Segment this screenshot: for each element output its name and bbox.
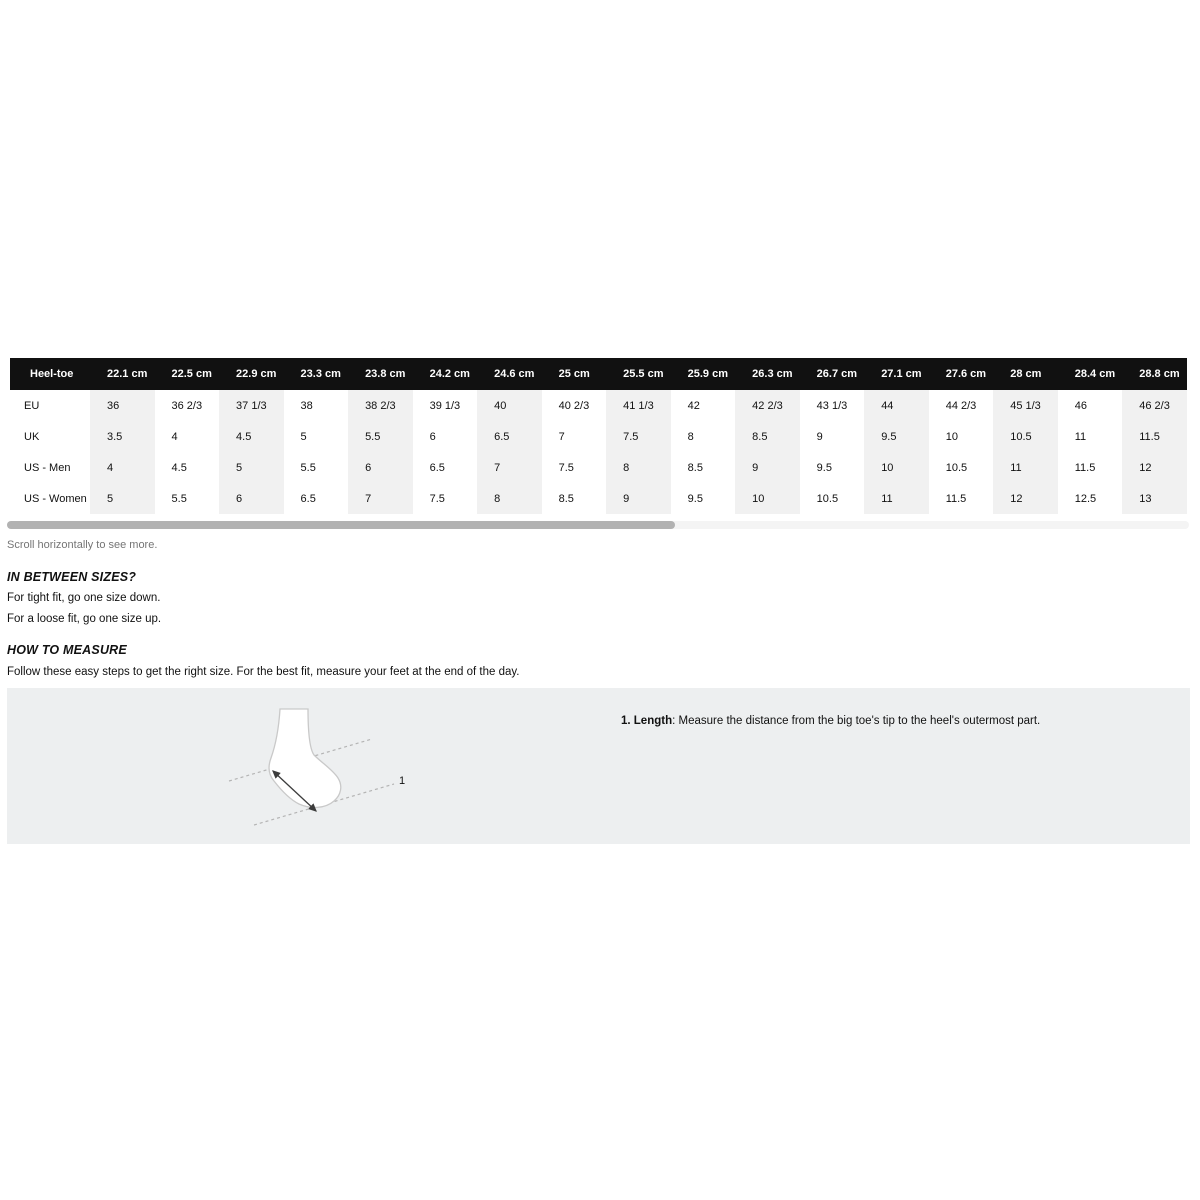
cm-header-cell: 24.6 cm — [477, 358, 542, 390]
size-cell: 5 — [90, 483, 155, 514]
cm-header-cell: 26.7 cm — [800, 358, 865, 390]
measurement-header-cell: Heel-toe — [10, 358, 90, 390]
size-cell: 11 — [993, 452, 1058, 483]
cm-header-cell: 28.4 cm — [1058, 358, 1123, 390]
tight-fit-tip: For tight fit, go one size down. — [7, 592, 161, 604]
size-cell: 38 — [284, 390, 349, 421]
cm-header-cell: 22.1 cm — [90, 358, 155, 390]
size-cell: 6.5 — [413, 452, 478, 483]
size-row-us-women — [10, 483, 1187, 514]
size-cell: 40 — [477, 390, 542, 421]
size-cell: 11.5 — [1058, 452, 1123, 483]
size-cell: 5.5 — [155, 483, 220, 514]
size-cell: 12 — [1122, 452, 1187, 483]
size-cell: 4 — [155, 421, 220, 452]
size-cell: 10.5 — [800, 483, 865, 514]
size-cell: 6 — [219, 483, 284, 514]
scroll-hint-text: Scroll horizontally to see more. — [7, 539, 158, 551]
size-cell: 6 — [413, 421, 478, 452]
cm-header-cell: 25.5 cm — [606, 358, 671, 390]
size-cell: 4.5 — [155, 452, 220, 483]
size-cell: 8 — [671, 421, 736, 452]
length-step-text — [621, 715, 1040, 727]
cm-header-cell: 22.5 cm — [155, 358, 220, 390]
size-cell: 46 — [1058, 390, 1123, 421]
size-chart-scroll-area[interactable] — [10, 358, 1187, 514]
cm-header-cell: 25.9 cm — [671, 358, 736, 390]
size-cell: 11 — [1058, 421, 1123, 452]
row-label: US - Men — [10, 452, 90, 483]
foot-measurement-diagram — [224, 698, 424, 832]
size-cell: 45 1/3 — [993, 390, 1058, 421]
length-step-description: : Measure the distance from the big toe's tip to the heel's outermost part. — [672, 715, 1041, 727]
cm-header-cell: 27.1 cm — [864, 358, 929, 390]
size-cell: 5.5 — [348, 421, 413, 452]
cm-header-cell: 28.8 cm — [1122, 358, 1187, 390]
size-cell: 46 2/3 — [1122, 390, 1187, 421]
size-cell: 11.5 — [929, 483, 994, 514]
size-cell: 5 — [219, 452, 284, 483]
size-cell: 12 — [993, 483, 1058, 514]
size-row-uk — [10, 421, 1187, 452]
step-marker-1: 1 — [399, 775, 406, 787]
size-cell: 9.5 — [671, 483, 736, 514]
size-cell: 40 2/3 — [542, 390, 607, 421]
loose-fit-tip: For a loose fit, go one size up. — [7, 613, 162, 625]
measure-diagram-panel — [7, 688, 1190, 844]
row-label: UK — [10, 421, 90, 452]
size-cell: 42 2/3 — [735, 390, 800, 421]
size-cell: 6.5 — [284, 483, 349, 514]
cm-header-cell: 24.2 cm — [413, 358, 478, 390]
size-cell: 7 — [542, 421, 607, 452]
cm-header-cell: 22.9 cm — [219, 358, 284, 390]
size-cell: 11.5 — [1122, 421, 1187, 452]
size-cell: 8 — [606, 452, 671, 483]
cm-header-cell: 23.3 cm — [284, 358, 349, 390]
size-cell: 44 2/3 — [929, 390, 994, 421]
size-cell: 8.5 — [542, 483, 607, 514]
size-cell: 7 — [477, 452, 542, 483]
size-cell: 37 1/3 — [219, 390, 284, 421]
size-chart-body — [10, 390, 1187, 514]
size-cell: 4 — [90, 452, 155, 483]
size-cell: 6 — [348, 452, 413, 483]
size-cell: 11 — [864, 483, 929, 514]
size-cell: 39 1/3 — [413, 390, 478, 421]
size-cell: 10 — [864, 452, 929, 483]
size-chart-table — [10, 358, 1187, 514]
size-cell: 7.5 — [413, 483, 478, 514]
in-between-sizes-heading: IN BETWEEN SIZES? — [7, 570, 137, 584]
size-cell: 42 — [671, 390, 736, 421]
size-cell: 5.5 — [284, 452, 349, 483]
size-cell: 10 — [929, 421, 994, 452]
measure-intro-text: Follow these easy steps to get the right size. For the best fit, measure your feet at the end of the day. — [7, 666, 520, 678]
size-row-eu — [10, 390, 1187, 421]
size-chart-header-row — [10, 358, 1187, 390]
size-cell: 9 — [800, 421, 865, 452]
size-cell: 8 — [477, 483, 542, 514]
size-cell: 8.5 — [671, 452, 736, 483]
cm-header-cell: 26.3 cm — [735, 358, 800, 390]
size-cell: 6.5 — [477, 421, 542, 452]
length-step-label: 1. Length — [621, 715, 673, 727]
foot-outline — [269, 709, 341, 807]
size-cell: 8.5 — [735, 421, 800, 452]
horizontal-scrollbar-thumb[interactable] — [7, 521, 675, 529]
size-cell: 9.5 — [800, 452, 865, 483]
size-cell: 36 2/3 — [155, 390, 220, 421]
size-cell: 10.5 — [929, 452, 994, 483]
cm-header-cell: 27.6 cm — [929, 358, 994, 390]
size-cell: 41 1/3 — [606, 390, 671, 421]
size-cell: 5 — [284, 421, 349, 452]
size-cell: 4.5 — [219, 421, 284, 452]
size-cell: 7.5 — [542, 452, 607, 483]
product-photo-edge-strip — [0, 356, 6, 844]
size-cell: 9 — [606, 483, 671, 514]
size-cell: 43 1/3 — [800, 390, 865, 421]
size-row-us-men — [10, 452, 1187, 483]
cm-header-cell: 25 cm — [542, 358, 607, 390]
size-cell: 7 — [348, 483, 413, 514]
row-label: US - Women — [10, 483, 90, 514]
cm-header-cell: 28 cm — [993, 358, 1058, 390]
size-cell: 3.5 — [90, 421, 155, 452]
size-cell: 13 — [1122, 483, 1187, 514]
size-cell: 9 — [735, 452, 800, 483]
how-to-measure-heading: HOW TO MEASURE — [7, 643, 127, 657]
size-cell: 12.5 — [1058, 483, 1123, 514]
size-cell: 10.5 — [993, 421, 1058, 452]
horizontal-scrollbar-track[interactable] — [7, 521, 1189, 529]
size-cell: 10 — [735, 483, 800, 514]
row-label: EU — [10, 390, 90, 421]
size-cell: 38 2/3 — [348, 390, 413, 421]
size-cell: 9.5 — [864, 421, 929, 452]
size-cell: 44 — [864, 390, 929, 421]
cm-header-cell: 23.8 cm — [348, 358, 413, 390]
size-cell: 36 — [90, 390, 155, 421]
size-cell: 7.5 — [606, 421, 671, 452]
